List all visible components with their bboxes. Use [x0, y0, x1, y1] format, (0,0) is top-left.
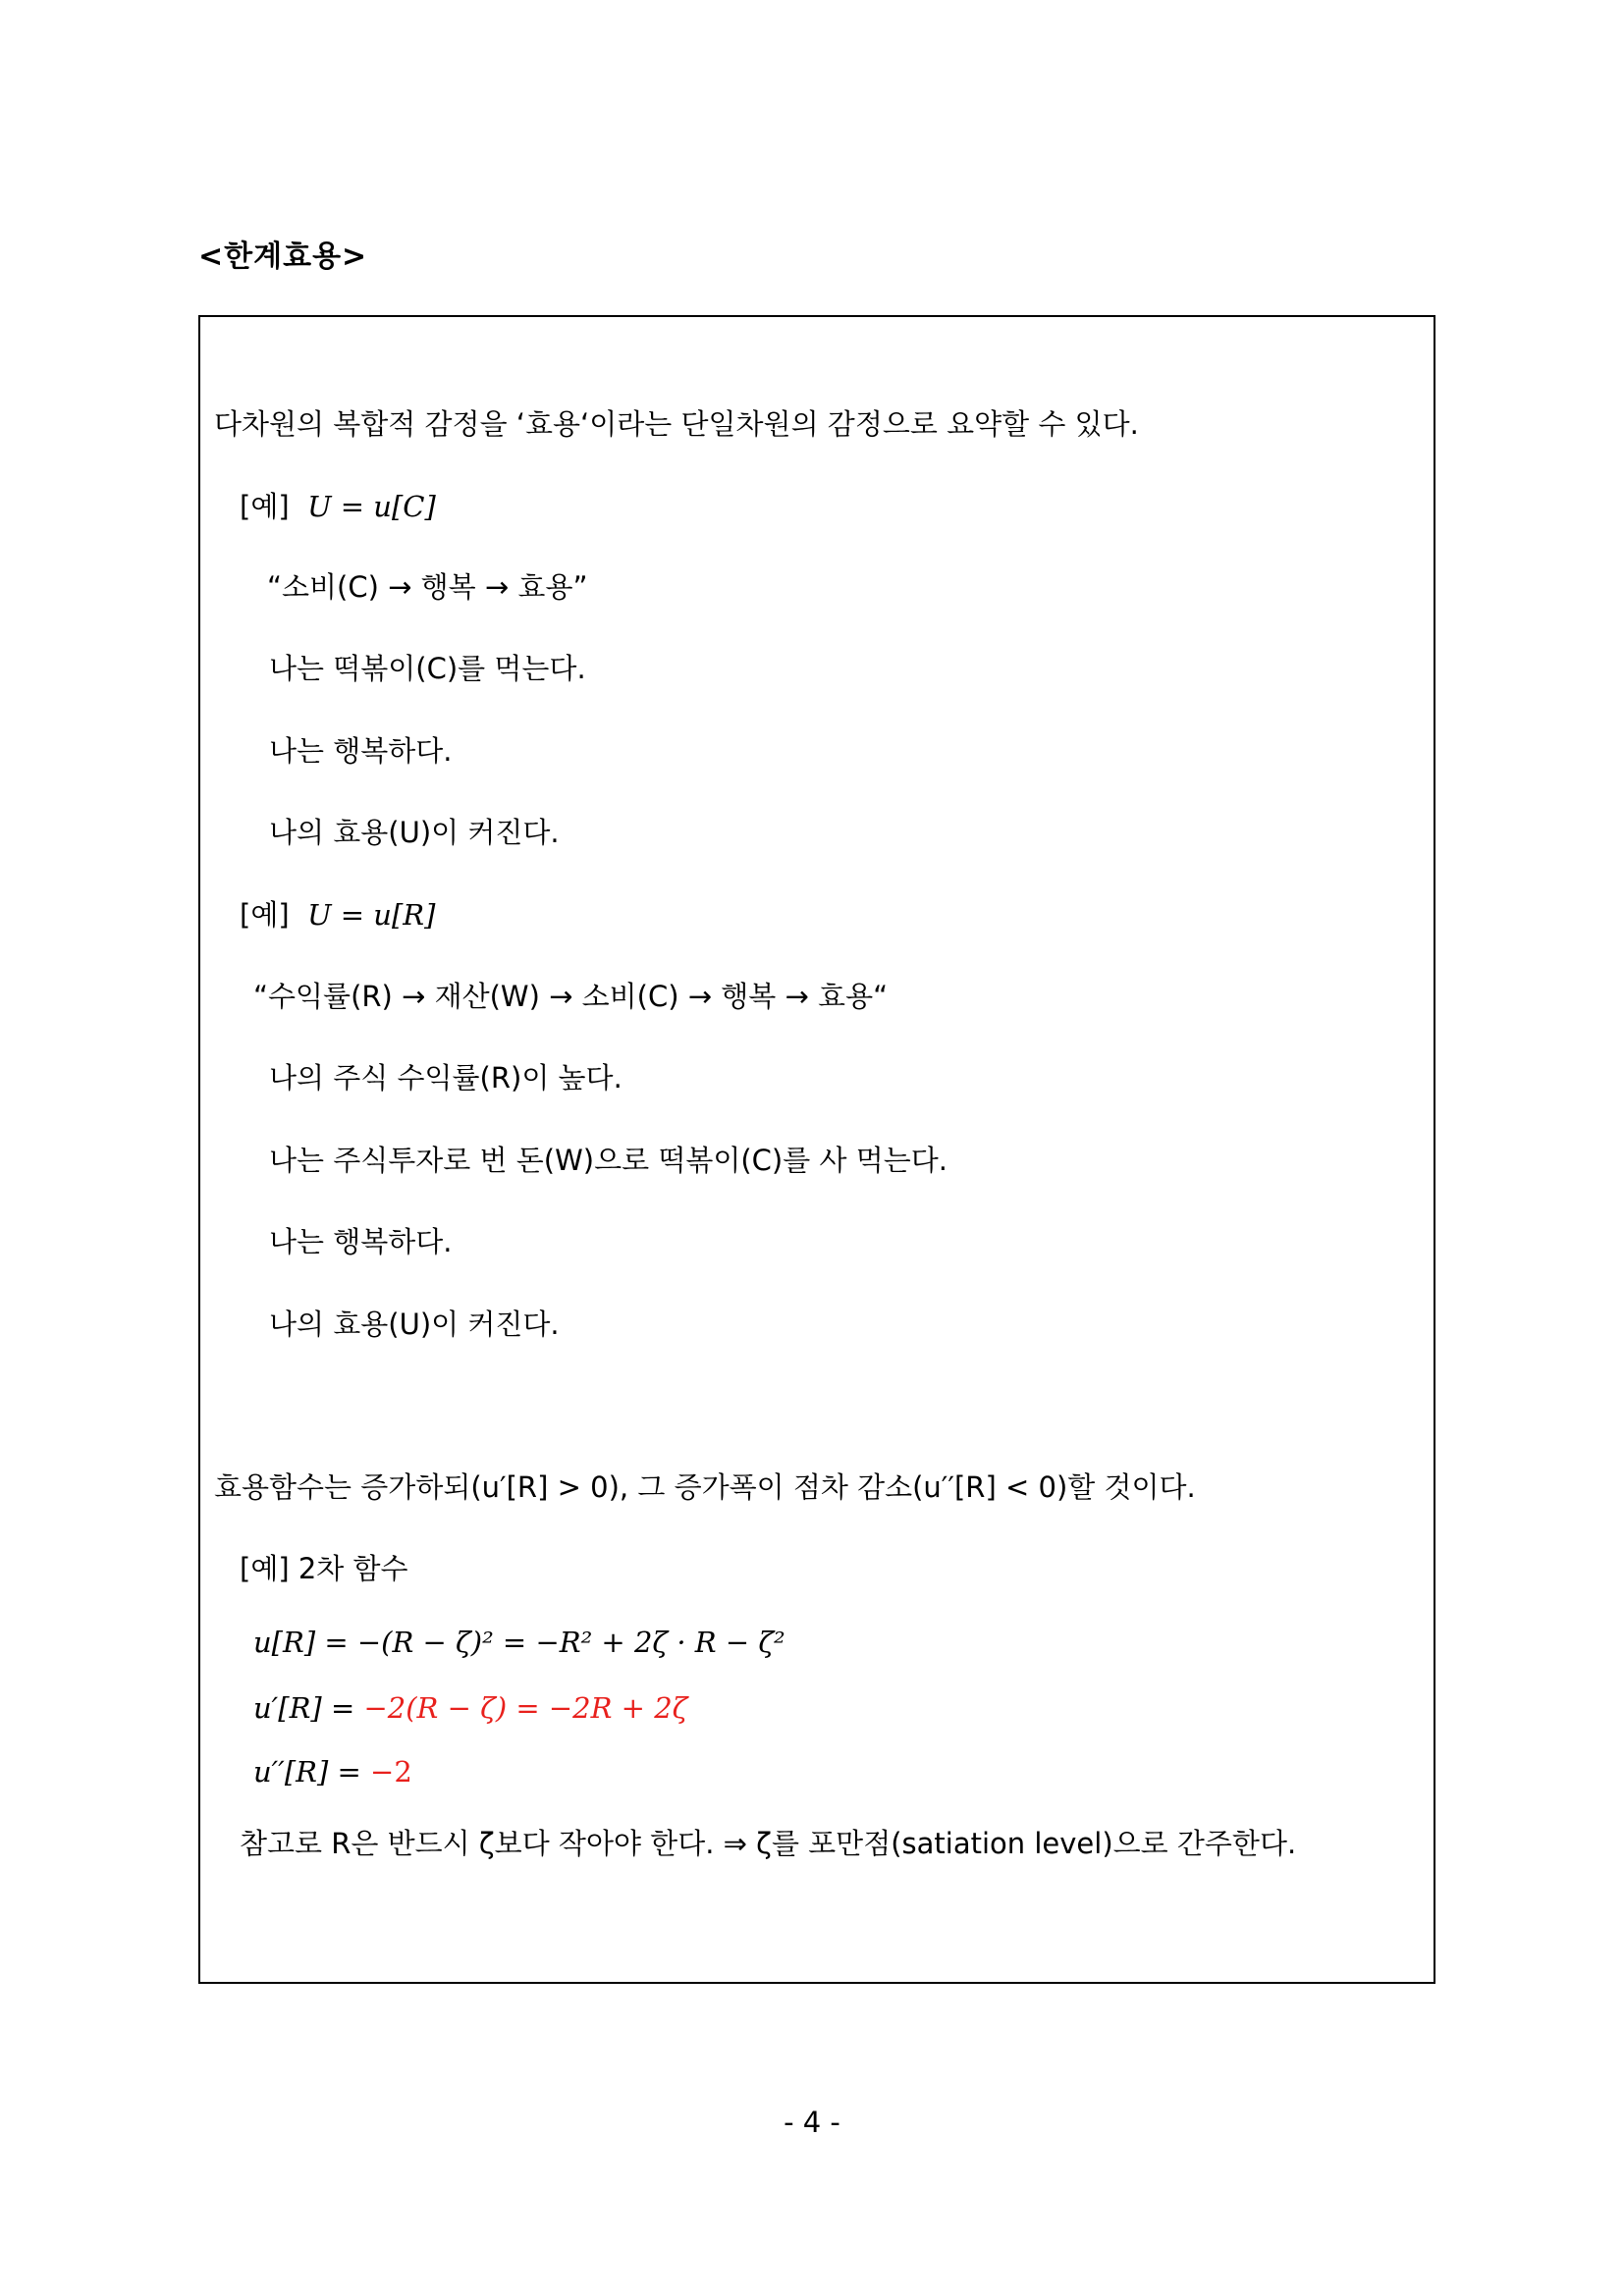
example2-line-2: 나는 주식투자로 번 돈(W)으로 떡볶이(C)를 사 먹는다. — [269, 1144, 947, 1177]
example3-tag: [예] 2차 함수 — [240, 1552, 408, 1585]
eq3-lhs: u′′[R] = — [253, 1755, 371, 1789]
content-box — [198, 315, 1435, 1984]
example1-line-3: 나의 효용(U)이 커진다. — [269, 816, 560, 849]
section-heading: <한계효용> — [198, 240, 368, 274]
satiation-note: 참고로 R은 반드시 ζ보다 작아야 한다. ⇒ ζ를 포만점(satiation level)으로 간주한다. — [240, 1827, 1297, 1860]
example2-formula: U = u[R] — [307, 898, 436, 932]
example2-chain: “수익률(R) → 재산(W) → 소비(C) → 행복 → 효용“ — [253, 980, 889, 1013]
equation-first-derivative — [253, 1688, 687, 1728]
page-number: - 4 - — [784, 2106, 840, 2139]
equation-utility: u[R] = −(R − ζ)² = −R² + 2ζ · R − ζ² — [253, 1626, 785, 1659]
eq2-lhs: u′[R] = — [253, 1691, 364, 1725]
intro-text: 다차원의 복합적 감정을 ‘효용‘이라는 단일차원의 감정으로 요약할 수 있다. — [214, 407, 1139, 441]
example2-line-1: 나의 주식 수익률(R)이 높다. — [269, 1061, 623, 1095]
utility-statement: 효용함수는 증가하되(u′[R] > 0), 그 증가폭이 점차 감소(u′′[R] < 0)할 것이다. — [214, 1470, 1196, 1504]
example1-line-1: 나는 떡볶이(C)를 먹는다. — [269, 652, 586, 685]
example2-line-4: 나의 효용(U)이 커진다. — [269, 1308, 560, 1341]
example1-tag: [예] — [240, 490, 290, 523]
eq2-rhs: −2(R − ζ) = −2R + 2ζ — [363, 1691, 688, 1725]
example1-line-2: 나는 행복하다. — [269, 734, 453, 768]
example1-chain: “소비(C) → 행복 → 효용” — [267, 570, 588, 604]
example1-formula: U = u[C] — [307, 490, 436, 523]
equation-second-derivative — [253, 1752, 412, 1791]
example2-formula-line — [240, 895, 435, 934]
example2-tag: [예] — [240, 898, 290, 932]
example2-line-3: 나는 행복하다. — [269, 1225, 453, 1258]
example1-formula-line — [240, 487, 436, 526]
eq3-rhs: −2 — [370, 1755, 412, 1789]
